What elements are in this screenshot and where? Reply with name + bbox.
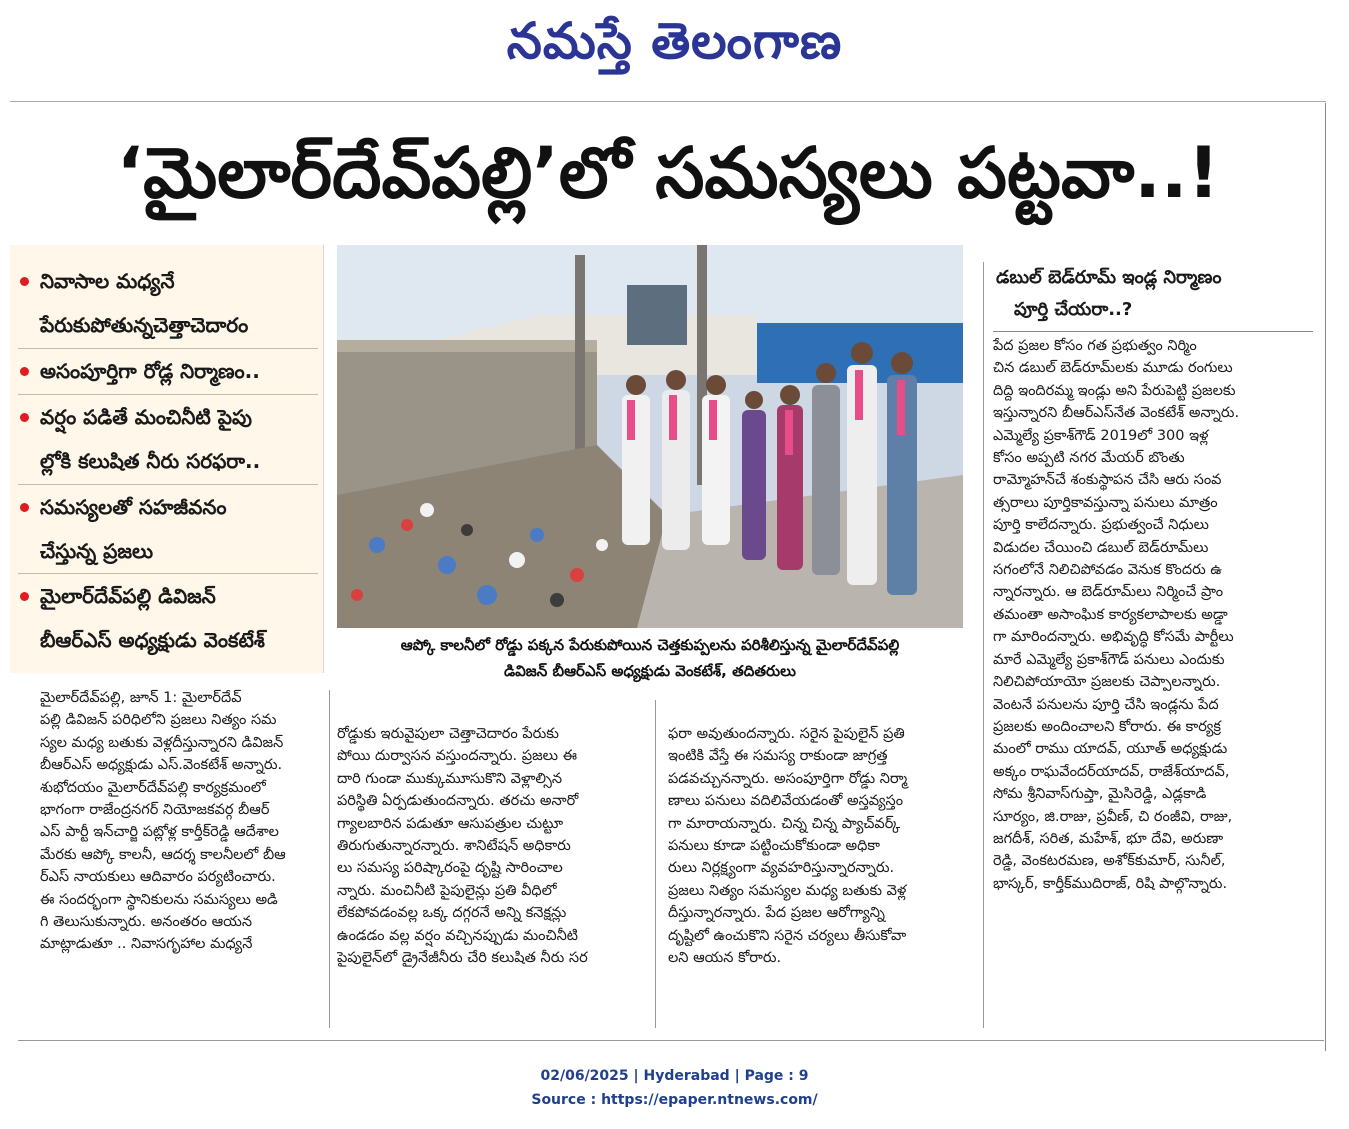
- article-line: చిన డబుల్ బెడ్‌రూమ్‌లకు మూడు రంగులు: [993, 360, 1233, 377]
- right-divider: [1325, 103, 1326, 1051]
- article-line: సూర్యం, జి.రాజు, ప్రవీణ్, చి రంజీవి, రాజు,: [993, 808, 1233, 825]
- article-column-2: [337, 723, 639, 969]
- article-line: రులు నిర్లక్ష్యంగా వ్యవహరిస్తున్నారన్నారు.: [668, 860, 895, 877]
- article-line: ఇంటికి వేస్తే ఈ సమస్య రాకుండా జాగ్రత్త: [668, 748, 888, 765]
- article-line: దారి గుండా ముక్కుమూసుకొని వెళ్లాల్సిన: [337, 770, 563, 787]
- article-line: అక్కం రాఘవేందర్‌యాదవ్, రాజేశ్‌యాదవ్,: [993, 763, 1230, 780]
- article-line: గా మారిందన్నారు. అభివృద్ధి కోసమే పార్టీలు: [993, 629, 1234, 646]
- article-line: మేరకు ఆప్కో కాలనీ, ఆదర్శ కాలనీలలో బీఆ: [40, 846, 286, 863]
- article-line: నిలిచిపోయాయో ప్రజలకు చెప్పాలన్నారు.: [993, 674, 1221, 691]
- article-line: సోమ శ్రీనివాస్‌గుప్తా, మైసిరెడ్డి, ఎడ్లకాడి: [993, 786, 1207, 803]
- article-line: పరిస్థితి ఏర్పడుతుందన్నారు. తరచు అనారో: [337, 793, 579, 810]
- article-line: న్నారన్నారు. ఆ బెడ్‌రూమ్‌లు నిర్మించే ప్రాం: [993, 584, 1224, 601]
- highlight-text: బీఆర్‌ఎస్ అధ్యక్షుడు వెంకటేశ్: [40, 628, 265, 652]
- footer-source: Source : https://epaper.ntnews.com/: [531, 1092, 818, 1108]
- article-line: మారే ఎమ్మెల్యే ప్రకాశ్‌గౌడ్ పనులు ఎందుకు: [993, 651, 1225, 668]
- highlight-text: మైలార్‌దేవ్‌పల్లి డివిజన్: [40, 584, 216, 608]
- bullet-icon: [20, 592, 29, 601]
- highlight-item: [10, 485, 323, 573]
- article-line: దిద్ది ఇందిరమ్మ ఇండ్లు అని పేరుపెట్టి ప్రజలకు: [993, 382, 1236, 399]
- side-heading-line: పూర్తి చేయరా..?: [1014, 299, 1133, 320]
- article-line: పేద ప్రజల కోసం గత ప్రభుత్వం నిర్మిం: [993, 338, 1197, 354]
- article-line: కోసం అప్పటి నగర మేయర్ బొంతు: [993, 450, 1185, 467]
- article-column-1: [40, 687, 320, 956]
- highlights-box: [10, 245, 324, 673]
- article-line: రామ్మోహన్‌చే శంకుస్థాపన చేసి ఆరు సంవ: [993, 472, 1222, 489]
- caption-line: డివిజన్ బీఆర్‌ఎస్ అధ్యక్షుడు వెంకటేశ్, తదితరులు: [504, 662, 796, 680]
- article-line: లని ఆయన కోరారు.: [668, 950, 782, 967]
- article-line: వెంటనే పనులను పూర్తి చేసి ఇండ్లను పేద: [993, 696, 1219, 713]
- article-line: భాగంగా రాజేంద్రనగర్ నియోజకవర్గ బీఆర్: [40, 802, 270, 819]
- page-footer: [0, 1064, 1349, 1112]
- headline: ‘మైలార్‌దేవ్‌పల్లి’లో సమస్యలు పట్టవా..!: [116, 132, 1220, 214]
- column-divider: [655, 700, 656, 1028]
- article-line: జగదీశ్, సరిత, మహేశ్, భూ దేవి, అరుణా: [993, 830, 1224, 847]
- photo-caption: [337, 632, 963, 688]
- article-line: శుభోదయం మైలార్‌దేవ్‌పల్లి కార్యక్రమంలో: [40, 779, 266, 796]
- article-line: దృష్టిలో ఉంచుకొని సరైన చర్యలు తీసుకోవా: [668, 927, 907, 944]
- highlight-text: నివాసాల మధ్యనే: [40, 269, 175, 293]
- highlight-item: [10, 349, 323, 393]
- article-line: ర్‌ఎస్ నాయకులు ఆదివారం పర్యటించారు.: [40, 869, 276, 886]
- article-line: ఫరా అవుతుందన్నారు. సరైన పైపులైన్ ప్రతి: [668, 726, 905, 742]
- highlight-text: అసంపూర్తిగా రోడ్ల నిర్మాణం..: [40, 359, 260, 383]
- article-line: మంలో రాము యాదవ్, యూత్ అధ్యక్షుడు: [993, 741, 1228, 758]
- highlight-text: వర్షం పడితే మంచినీటి పైపు: [40, 405, 252, 429]
- article-line: లేకపోవడంవల్ల ఒక్క దగ్గరనే అన్ని కనెక్షన్లు: [337, 905, 567, 922]
- column-divider: [329, 690, 330, 1028]
- top-divider: [10, 101, 1326, 102]
- article-line: త్సరాలు పూర్తికావస్తున్నా పనులు మాత్రం: [993, 494, 1218, 511]
- article-line: పోయి దుర్వాసన వస్తుందన్నారు. ప్రజలు ఈ: [337, 748, 577, 765]
- article-line: మైలార్‌దేవ్‌పల్లి, జూన్ 1: మైలార్‌దేవ్: [40, 690, 242, 706]
- side-story-heading: [990, 262, 1310, 332]
- article-line: ఇస్తున్నారని బీఆర్‌ఎస్‌నేత వెంకటేశ్ అన్నారు.: [993, 405, 1240, 422]
- article-line: మాట్లాడుతూ .. నివాసగృహాల మధ్యనే: [40, 936, 253, 953]
- article-line: ప్రజలు నిత్యం సమస్యల మధ్య బతుకు వెళ్ల: [668, 882, 907, 899]
- bullet-icon: [20, 503, 29, 512]
- highlight-text: ల్లోకి కలుషిత నీరు సరఫరా..: [40, 449, 261, 473]
- bullet-icon: [20, 277, 29, 286]
- article-line: పల్లి డివిజన్ పరిధిలోని ప్రజలు నిత్యం సమ: [40, 712, 277, 729]
- article-line: ఈ సందర్భంగా స్థానికులను సమస్యలు అడి: [40, 891, 278, 908]
- article-line: ఎస్ పార్టీ ఇన్‌చార్జి పట్లోళ్ల కార్తీక్‌రెడ్డి ఆదేశాల: [40, 824, 279, 841]
- news-photo: [337, 245, 963, 628]
- article-line: గా మారాయన్నారు. చిన్న చిన్న ప్యాచ్‌వర్క్: [668, 815, 901, 832]
- article-line: తిరుగుతున్నారన్నారు. శానిటేషన్ అధికారు: [337, 838, 571, 855]
- article-line: ణాలు పనులు వదిలివేయడంతో అస్తవ్యస్తం: [668, 793, 904, 810]
- highlight-text: సమస్యలతో సహజీవనం: [40, 495, 227, 519]
- highlight-item: [10, 395, 323, 483]
- bullet-icon: [20, 367, 29, 376]
- masthead-logo: నమస్తే తెలంగాణ: [506, 11, 843, 70]
- article-line: ఉండడం వల్ల వర్షం వచ్చినప్పుడు మంచినీటి: [337, 927, 578, 944]
- article-line: భాస్కర్, కార్తీక్‌ముదిరాజ్, రిషి పాల్గొన్నారు.: [993, 875, 1228, 892]
- side-story-column: [993, 335, 1313, 895]
- article-line: సగంలోనే నిలిచిపోవడం వెనుక కొందరు ఉ: [993, 562, 1222, 579]
- article-line: ఎమ్మెల్యే ప్రకాశ్‌గౌడ్ 2019లో 300 ఇళ్ల: [993, 427, 1209, 444]
- highlight-item: [10, 574, 323, 662]
- article-line: దీస్తున్నారన్నారు. పేద ప్రజల ఆరోగ్యాన్ని: [668, 905, 885, 922]
- article-line: స్యల మధ్య బతుకు వెళ్లదీస్తున్నారని డివిజన్: [40, 734, 284, 751]
- bullet-icon: [20, 413, 29, 422]
- photo-illustration: [337, 245, 963, 628]
- article-line: పైపులైన్‌లో డ్రైనేజీనీరు చేరి కలుషిత నీరు సర: [337, 950, 588, 967]
- article-line: తమంతా అసాంఘిక కార్యకలాపాలకు అడ్డా: [993, 606, 1228, 623]
- bottom-divider: [18, 1040, 1324, 1041]
- article-line: పడవచ్చునన్నారు. అసంపూర్తిగా రోడ్డు నిర్మా: [668, 770, 908, 787]
- article-line: లు సమస్య పరిష్కారంపై దృష్టి సారించాల: [337, 860, 563, 877]
- article-line: పనులు కూడా పట్టించుకోకుండా అధికా: [668, 838, 880, 855]
- article-column-3: [668, 723, 970, 969]
- highlight-item: [10, 259, 323, 347]
- article-line: విడుదల చేయించి డబుల్ బెడ్‌రూమ్‌లు: [993, 539, 1209, 556]
- article-line: న్నారు. మంచినీటి పైపులైన్లు ప్రతి వీధిలో: [337, 882, 557, 899]
- article-line: రోడ్డుకు ఇరువైపులా చెత్తాచెదారం పేరుకు: [337, 726, 559, 742]
- side-heading-divider: [993, 331, 1313, 332]
- column-divider: [983, 262, 984, 1028]
- article-line: గ్యాలబారిన పడుతూ ఆసుపత్రుల చుట్టూ: [337, 815, 564, 832]
- article-line: గి తెలుసుకున్నారు. అనంతరం ఆయన: [40, 914, 252, 931]
- article-line: పూర్తి కాలేదన్నారు. ప్రభుత్వంచే నిధులు: [993, 517, 1209, 534]
- caption-line: ఆప్కో కాలనీలో రోడ్డు పక్కన పేరుకుపోయిన చెత్తకుప్పలను పరిశీలిస్తున్న మైలార్‌దేవ్‌పల్లి: [400, 636, 900, 654]
- article-line: ప్రజలకు అందించాలని కోరారు. ఈ కార్యక్ర: [993, 718, 1222, 735]
- highlight-text: పేరుకుపోతున్నచెత్తాచెదారం: [40, 313, 249, 337]
- footer-date-page: 02/06/2025 | Hyderabad | Page : 9: [540, 1068, 809, 1084]
- highlight-text: చేస్తున్న ప్రజలు: [40, 539, 154, 563]
- side-heading-line: డబుల్ బెడ్‌రూమ్ ఇండ్ల నిర్మాణం: [996, 267, 1222, 288]
- article-line: బీఆర్‌ఎస్ అధ్యక్షుడు ఎస్.వెంకటేశ్ అన్నారు.: [40, 757, 283, 774]
- article-line: రెడ్డి, వెంకటరమణ, అశోక్‌కుమార్, సునీల్,: [993, 853, 1226, 870]
